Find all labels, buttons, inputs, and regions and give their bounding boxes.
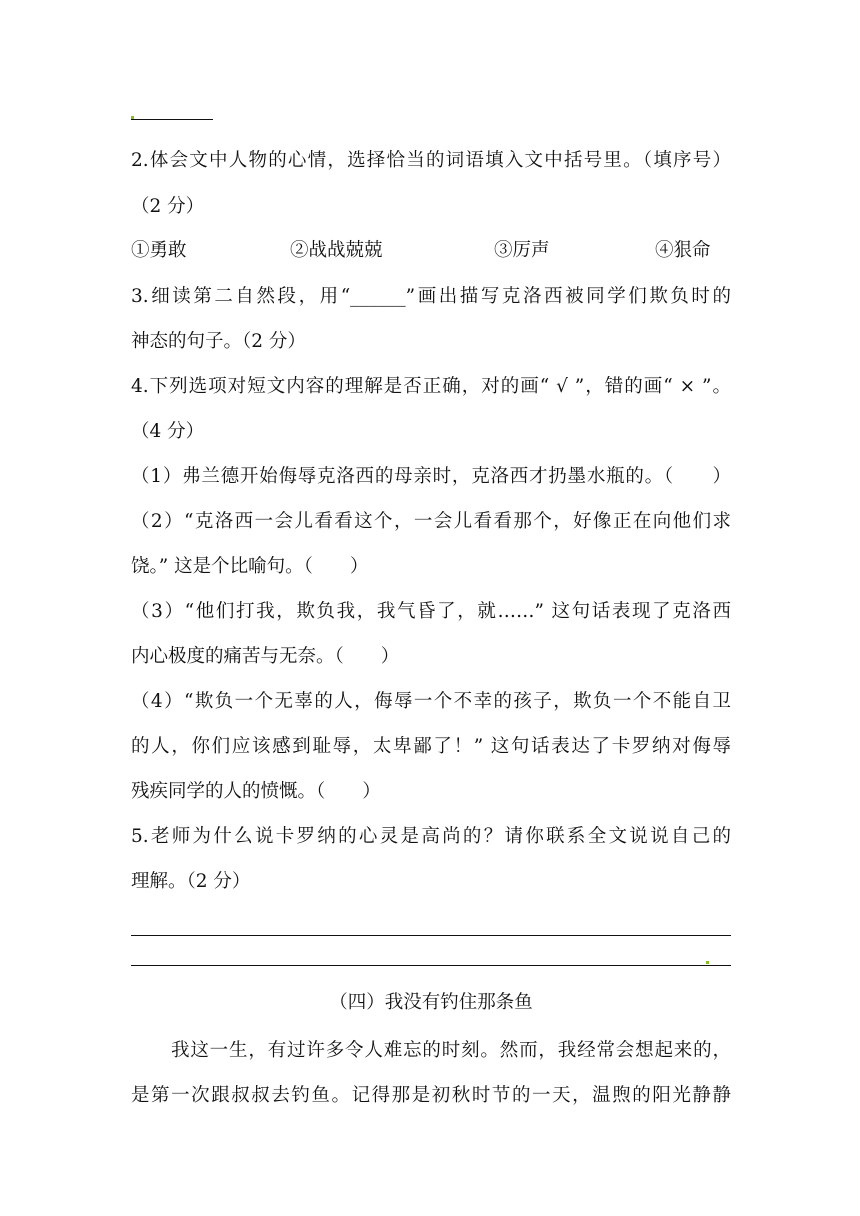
- q2-line-1: 2.体会文中人物的心情，选择恰当的词语填入文中括号里。（填序号）: [131, 150, 731, 171]
- q4-item-2-line-2: 饶。” 这是个比喻句。（ ）: [131, 556, 369, 577]
- section-title: （四）我没有钓住那条鱼: [329, 992, 533, 1013]
- q3-line-1: 3.细读第二自然段，用“______”画出描写克洛西被同学们欺负时的: [131, 286, 731, 307]
- q4-item-3-line-1: （3）“他们打我，欺负我，我气昏了，就……” 这句话表现了克洛西: [131, 601, 731, 622]
- q2-option-1: ①勇敢: [131, 240, 187, 261]
- q4-item-4-line-2: 的人，你们应该感到耻辱，太卑鄙了！” 这句话表达了卡罗纳对侮辱: [131, 736, 731, 757]
- q3-line-2: 神态的句子。（2 分）: [131, 331, 306, 352]
- answer-line-1: [131, 935, 731, 936]
- answer-blank-line: [131, 119, 213, 120]
- q2-option-3: ③厉声: [494, 240, 550, 261]
- q5-line-1: 5.老师为什么说卡罗纳的心灵是高尚的？请你联系全文说说自己的: [131, 826, 731, 847]
- q2-line-2: （2 分）: [131, 196, 205, 217]
- paragraph-line-1: 我这一生，有过许多令人难忘的时刻。然而，我经常会想起来的，: [171, 1040, 731, 1061]
- answer-line-2: [131, 965, 731, 966]
- q2-option-4: ④狠命: [655, 240, 711, 261]
- q5-line-2: 理解。（2 分）: [131, 871, 251, 892]
- q4-item-1: （1）弗兰德开始侮辱克洛西的母亲时，克洛西才扔墨水瓶的。（ ）: [131, 466, 731, 487]
- q4-item-4-line-1: （4）“欺负一个无辜的人，侮辱一个不幸的孩子，欺负一个不能自卫: [131, 691, 731, 712]
- q4-line-1: 4.下列选项对短文内容的理解是否正确，对的画“ √ ”，错的画“ × ”。: [131, 376, 731, 397]
- q4-line-2: （4 分）: [131, 421, 205, 442]
- q4-item-3-line-2: 内心极度的痛苦与无奈。（ ）: [131, 646, 400, 667]
- q4-item-2-line-1: （2）“克洛西一会儿看看这个，一会儿看看那个，好像正在向他们求: [131, 511, 731, 532]
- q4-item-4-line-3: 残疾同学的人的愤慨。（ ）: [131, 781, 381, 802]
- paragraph-line-2: 是第一次跟叔叔去钓鱼。记得那是初秋时节的一天，温煦的阳光静静: [131, 1085, 731, 1106]
- marker-dot: [706, 961, 709, 964]
- q2-option-2: ②战战兢兢: [290, 240, 383, 261]
